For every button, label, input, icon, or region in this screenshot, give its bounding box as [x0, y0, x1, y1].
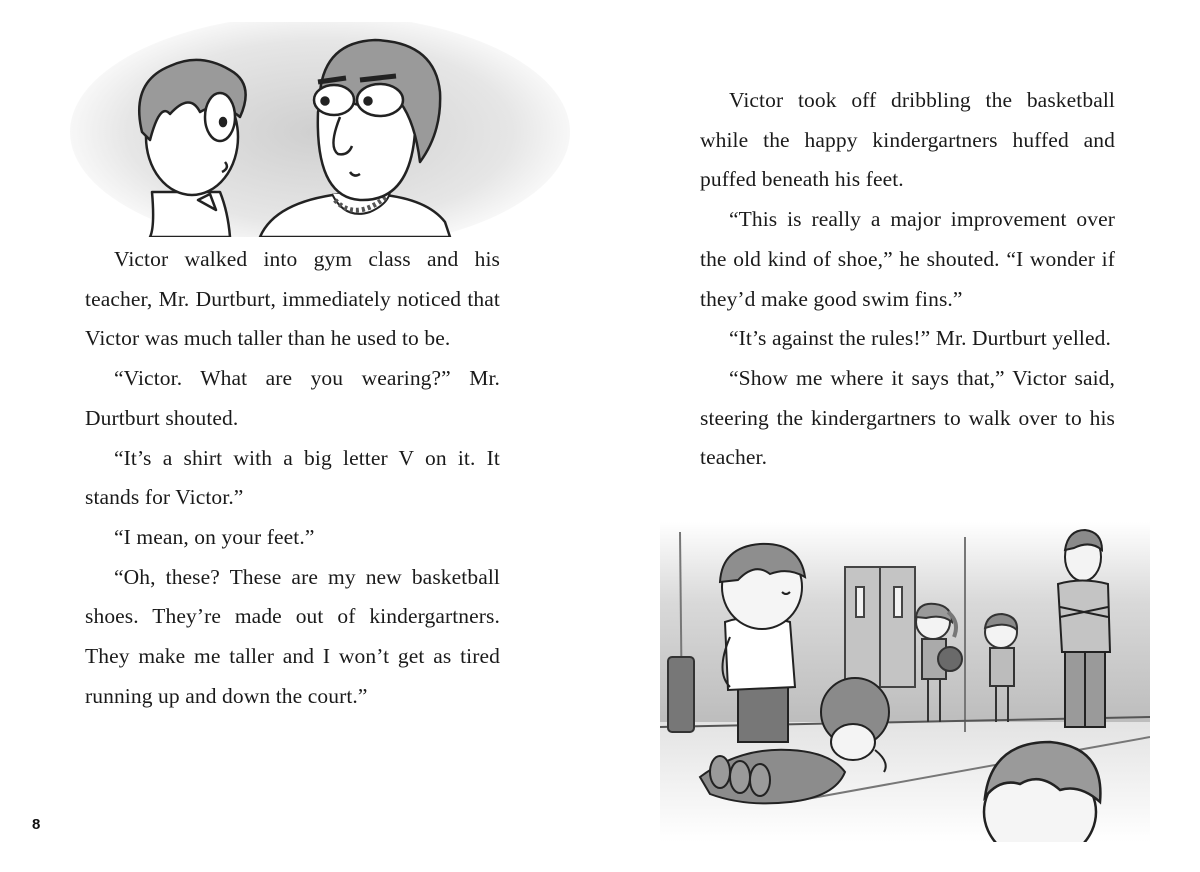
paragraph: Victor took off dribbling the basketball while the happy kindergartners huffed and puffed beneath his feet.	[700, 88, 1115, 192]
gym-doors	[845, 567, 915, 687]
paragraph: “Victor. What are you wearing?” Mr. Durtburt shouted.	[85, 366, 500, 430]
paragraph: “Oh, these? These are my new basketball shoes. They’re made out of kindergartners. They make me taller and I won’t get as tired running up and down the court.”	[85, 564, 500, 708]
paragraph: “Show me where it says that,” Victor said, steering the kindergartners to walk over to his teacher.	[700, 365, 1115, 470]
victor-and-teacher-illustration	[70, 22, 570, 237]
paragraph: “It’s against the rules!” Mr. Durtburt yelled.	[729, 326, 1111, 351]
right-page-text	[700, 81, 1115, 478]
right-page	[600, 0, 1200, 872]
paragraph: “It’s a shirt with a big letter V on it. It stands for Victor.”	[85, 445, 500, 510]
paragraph: “This is really a major improvement over the old kind of shoe,” he shouted. “I wonder if they’d make good swim fins.”	[700, 207, 1115, 311]
gym-scene-illustration	[660, 522, 1150, 842]
paragraph: “I mean, on your feet.”	[114, 524, 315, 549]
page-number: 8	[32, 816, 41, 833]
paragraph: Victor walked into gym class and his teacher, Mr. Durtburt, immediately noticed that Victor was much taller than he used to be.	[85, 247, 500, 351]
left-page-text	[85, 240, 500, 716]
foreground-boy-figure	[984, 742, 1100, 842]
